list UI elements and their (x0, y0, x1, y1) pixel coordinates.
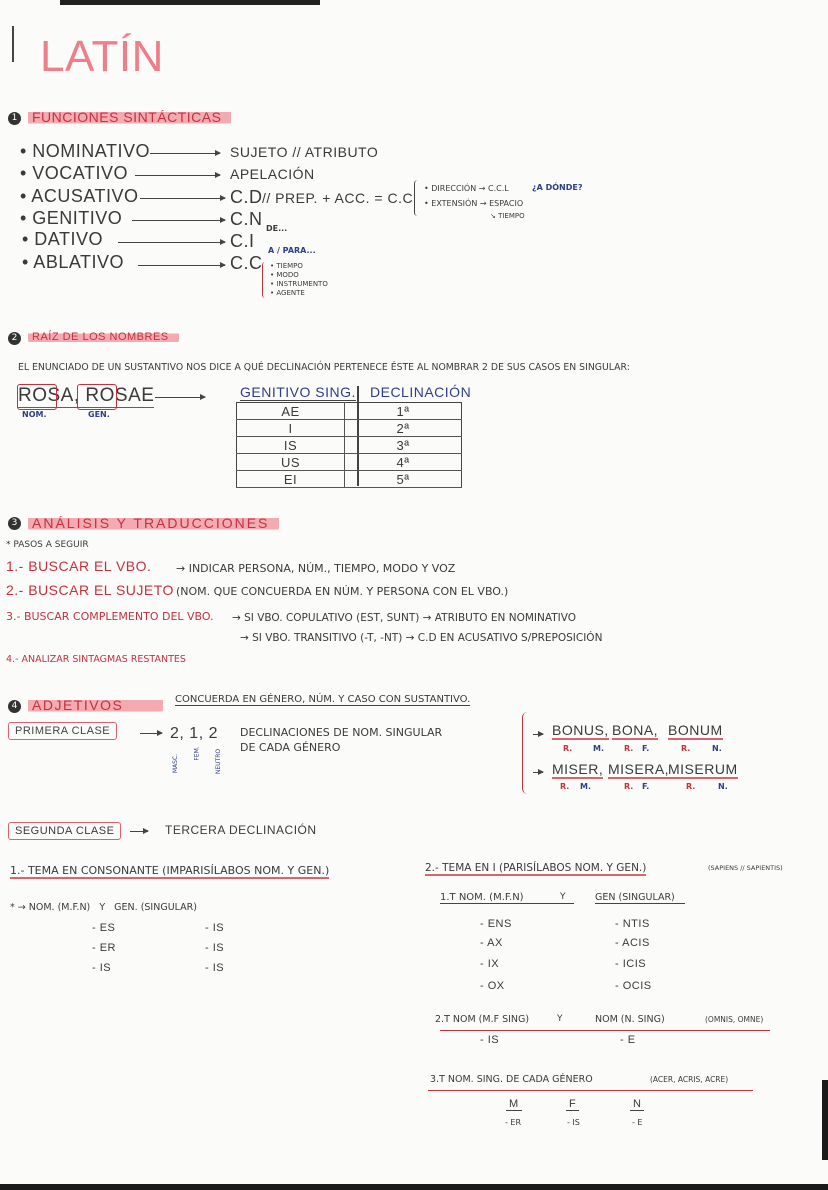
gender-heading: M (506, 1098, 522, 1111)
gender-label: MASC. (172, 753, 180, 774)
function-label: SUJETO // ATRIBUTO (230, 144, 379, 160)
table-cell: 2ª (345, 420, 462, 437)
sub-heading: 2.T NOM (M.F SING) (435, 1014, 530, 1025)
table-cell: 1ª (345, 403, 462, 420)
gen-ending: - IS (205, 922, 225, 934)
table-row (237, 471, 462, 488)
table-cell: 5ª (345, 471, 462, 488)
gender-label: FEM. (193, 746, 201, 761)
section-number: 2 (8, 332, 21, 345)
declension-text: DE CADA GÉNERO (240, 741, 341, 754)
nom-ending: - ER (92, 942, 116, 954)
nom-ending: - OX (480, 980, 505, 992)
page-bottom-bar (0, 1184, 828, 1190)
table-cell: AE (237, 403, 345, 420)
tema-row: * → NOM. (M.F.N) Y GEN. (SINGULAR) (10, 902, 197, 913)
case-label: • GENITIVO (20, 208, 123, 228)
step-label: 4.- ANALIZAR SINTAGMAS RESTANTES (6, 654, 186, 665)
example-word: BONA, (612, 722, 659, 738)
example-word: ROSA, ROSAE (18, 385, 155, 406)
ending-label: F. (642, 744, 650, 753)
gender-ending: - ER (505, 1118, 522, 1127)
function-label: C.N (230, 209, 263, 229)
nom-ending: - ENS (480, 918, 512, 930)
list-item: • AGENTE (270, 289, 305, 297)
nom-ending: - IS (92, 962, 112, 974)
gender-ending: - IS (567, 1118, 580, 1127)
genitivo-note: DE... (266, 224, 288, 233)
declension-text: DECLINACIONES DE NOM. SINGULAR (240, 726, 443, 739)
subheading: * PASOS A SEGUIR (6, 540, 89, 550)
declension-pattern: 2, 1, 2 (170, 725, 218, 742)
margin-mark (12, 26, 14, 62)
step-text: → SI VBO. TRANSITIVO (-T, -NT) → C.D EN ACUSATIVO S/PREPOSICIÓN (240, 632, 603, 644)
arrow-icon (118, 242, 225, 243)
example-word: BONUS, (552, 722, 609, 738)
tema-heading: 2.- TEMA EN I (PARISÍLABOS NOM. Y GEN.) (425, 862, 647, 874)
section-number: 1 (8, 112, 21, 125)
table-row (237, 403, 462, 420)
primera-clase-label: PRIMERA CLASE (8, 722, 117, 740)
arrow-icon (150, 153, 220, 154)
gender-heading: N (630, 1098, 644, 1111)
connector: Y (560, 892, 566, 902)
step-text: → INDICAR PERSONA, NÚM., TIEMPO, MODO Y VOZ (176, 562, 456, 575)
section-heading: RAÍZ DE LOS NOMBRES (28, 331, 179, 343)
gen-ending: - IS (205, 962, 225, 974)
tema-heading: 1.- TEMA EN CONSONANTE (IMPARISÍLABOS NOM. Y GEN.) (10, 864, 330, 877)
case-label: • NOMINATIVO (20, 141, 150, 161)
arrow-icon (533, 772, 543, 773)
underline (440, 1030, 770, 1031)
underline (428, 1090, 753, 1091)
tiempo-note: ↘ TIEMPO (490, 212, 525, 220)
step-text: → SI VBO. COPULATIVO (EST, SUNT) → ATRIBUTO EN NOMINATIVO (232, 612, 576, 624)
table-header: DECLINACIÓN (370, 384, 472, 400)
arrow-icon (132, 220, 225, 221)
section-heading: FUNCIONES SINTÁCTICAS (28, 109, 231, 125)
arrow-icon (135, 175, 220, 176)
ending-label: M. (580, 782, 591, 791)
root-label: R. (624, 782, 634, 791)
function-label: C.D (230, 187, 263, 207)
sentence: EL ENUNCIADO DE UN SUSTANTIVO NOS DICE A QUÉ DECLINACIÓN PERTENECE ÉSTE AL NOMBRAR 2 DE SUS CASOS EN SINGULAR: (18, 362, 630, 373)
sub-heading: 1.T NOM. (M.F.N) (440, 892, 574, 904)
root-box (17, 384, 57, 410)
nom-ending: - E (620, 1034, 636, 1046)
extension-note: • EXTENSIÓN → ESPACIO (424, 199, 524, 208)
example-word: MISERA, (608, 761, 670, 777)
gender-ending: - E (632, 1118, 643, 1127)
list-item: • TIEMPO (270, 262, 303, 270)
segunda-clase-label: SEGUNDA CLASE (8, 822, 121, 840)
root-label: R. (624, 744, 634, 753)
case-label: • ABLATIVO (22, 252, 125, 272)
sub-heading: NOM (N. SING) (595, 1014, 665, 1025)
direccion-note: • DIRECCIÓN → C.C.L (424, 184, 509, 193)
section-heading: ADJETIVOS (28, 697, 163, 713)
gender-label: NEUTRO (215, 748, 223, 775)
case-label: • DATIVO (22, 229, 103, 249)
table-cell: 4ª (345, 454, 462, 471)
root-label: R. (560, 782, 570, 791)
function-label: C.I (230, 231, 255, 251)
list-item: • INSTRUMENTO (270, 280, 328, 288)
declension-table (236, 402, 462, 488)
root-label: R. (563, 744, 573, 753)
dativo-note: A / PARA... (268, 246, 316, 255)
example-word: MISERUM (668, 761, 738, 777)
table-cell: IS (237, 437, 345, 454)
table-cell: US (237, 454, 345, 471)
sub-heading: GEN (SINGULAR) (595, 892, 685, 904)
arrow-icon (155, 397, 205, 398)
page-title: LATÍN (40, 32, 164, 81)
brace (414, 180, 421, 216)
step-text: (NOM. QUE CONCUERDA EN NÚM. Y PERSONA CON EL VBO.) (176, 585, 509, 598)
segunda-clase-text: TERCERA DECLINACIÓN (165, 823, 317, 837)
step-label: 3.- BUSCAR COMPLEMENTO DEL VBO. (6, 610, 214, 623)
brace (522, 712, 533, 794)
gen-ending: - ICIS (615, 958, 647, 970)
ending-label: N. (718, 782, 728, 791)
sub-heading: 3.T NOM. SING. DE CADA GÉNERO (430, 1074, 593, 1085)
arrow-icon (533, 734, 543, 735)
table-cell: EI (237, 471, 345, 488)
arrow-icon (138, 265, 225, 266)
table-row (237, 420, 462, 437)
example-word: BONUM (668, 722, 723, 738)
tema-example: (SAPIENS // SAPIENTIS) (708, 864, 783, 872)
ending-label: N. (712, 744, 722, 753)
nom-ending: - IS (480, 1034, 500, 1046)
gen-ending: - OCIS (615, 980, 652, 992)
nom-label: NOM. (22, 410, 47, 419)
nom-ending: - IX (480, 958, 500, 970)
table-cell: 3ª (345, 437, 462, 454)
root-box (77, 384, 117, 410)
root-label: R. (681, 744, 691, 753)
gen-ending: - ACIS (615, 937, 650, 949)
root-label: R. (686, 782, 696, 791)
section-heading: ANÁLISIS Y TRADUCCIONES (28, 515, 279, 531)
page-edge (822, 1080, 828, 1160)
sub-example: (ACER, ACRIS, ACRE) (650, 1075, 729, 1084)
table-row (237, 454, 462, 471)
arrow-icon (140, 198, 225, 199)
page-top-bar (60, 0, 320, 5)
sub-example: (OMNIS, OMNE) (705, 1015, 764, 1024)
case-label: • ACUSATIVO (20, 186, 139, 206)
nom-ending: - ES (92, 922, 116, 934)
table-row (237, 437, 462, 454)
brace (262, 262, 268, 298)
gen-ending: - NTIS (615, 918, 650, 930)
example-word: MISER, (552, 761, 604, 777)
gen-label: GEN. (88, 410, 110, 419)
connector: Y (557, 1014, 563, 1024)
gen-ending: - IS (205, 942, 225, 954)
acusativo-extra: // PREP. + ACC. = C.C (262, 190, 414, 206)
step-label: 1.- BUSCAR EL VBO. (6, 558, 152, 574)
a-donde-note: ¿A DÓNDE? (532, 183, 583, 192)
section-number: 3 (8, 517, 21, 530)
case-label: • VOCATIVO (20, 163, 128, 183)
table-cell: I (237, 420, 345, 437)
ending-label: F. (642, 782, 650, 791)
nom-ending: - AX (480, 937, 503, 949)
function-label: APELACIÓN (230, 166, 315, 182)
list-item: • MODO (270, 271, 299, 279)
function-label: C.C (230, 253, 263, 273)
arrow-icon (130, 831, 148, 832)
section-number: 4 (8, 700, 21, 713)
step-label: 2.- BUSCAR EL SUJETO (6, 582, 174, 598)
adjective-note: CONCUERDA EN GÉNERO, NÚM. Y CASO CON SUSTANTIVO. (175, 694, 471, 705)
gender-heading: F (566, 1098, 579, 1111)
table-header: GENITIVO SING. (240, 384, 356, 400)
ending-label: M. (593, 744, 604, 753)
arrow-icon (140, 733, 162, 734)
